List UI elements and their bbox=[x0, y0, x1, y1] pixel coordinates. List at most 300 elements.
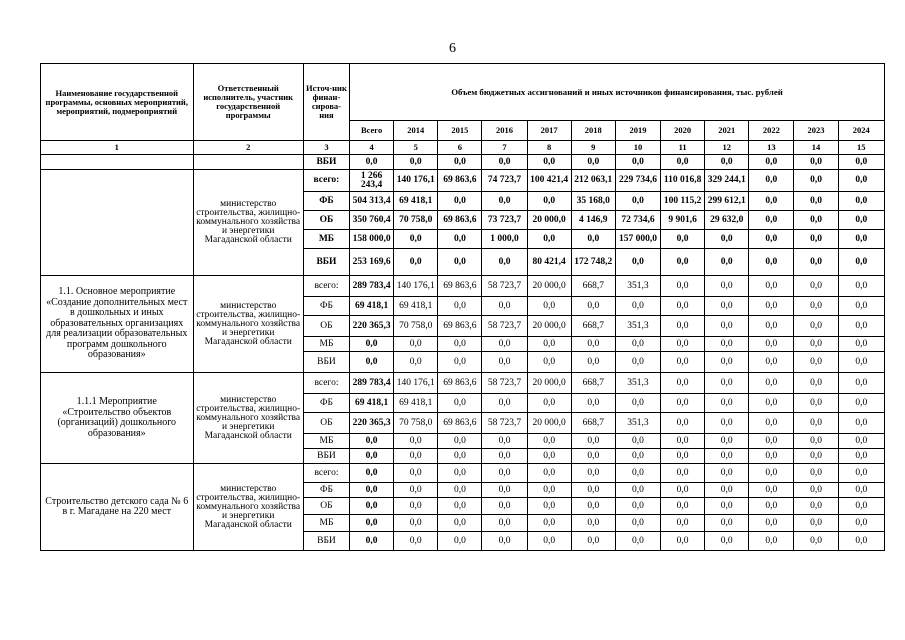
year-value-cell: 69 863,6 bbox=[438, 316, 482, 337]
year-value-cell: 0,0 bbox=[571, 449, 615, 464]
program-name-cell: 1.1.1 Мероприятие «Строительство объектов (организаций) дошкольного образования» bbox=[41, 373, 194, 464]
column-number: 10 bbox=[615, 141, 660, 155]
year-value-cell: 70 758,0 bbox=[394, 316, 438, 337]
year-value-cell: 0,0 bbox=[749, 515, 794, 532]
year-value-cell: 0,0 bbox=[438, 483, 482, 498]
total-value-cell: 289 783,4 bbox=[350, 373, 394, 394]
year-value-cell: 0,0 bbox=[571, 498, 615, 515]
year-value-cell: 0,0 bbox=[571, 352, 615, 373]
page-number: 6 bbox=[449, 41, 456, 56]
table-row bbox=[41, 155, 885, 170]
year-value-cell: 20 000,0 bbox=[527, 413, 571, 434]
year-value-cell: 0,0 bbox=[749, 532, 794, 551]
year-value-cell: 0,0 bbox=[615, 515, 660, 532]
year-value-cell: 0,0 bbox=[394, 498, 438, 515]
year-value-cell: 0,0 bbox=[527, 449, 571, 464]
header-responsible: Ответственный исполнитель, участник государственной программы bbox=[193, 64, 303, 141]
year-value-cell: 0,0 bbox=[394, 352, 438, 373]
year-value-cell: 74 723,7 bbox=[482, 170, 527, 192]
program-name-cell: Строительство детского сада № 6 в г. Магадане на 220 мест bbox=[41, 464, 194, 551]
year-value-cell: 69 863,6 bbox=[438, 373, 482, 394]
year-value-cell: 0,0 bbox=[794, 464, 838, 483]
year-value-cell: 0,0 bbox=[749, 155, 794, 170]
year-value-cell: 140 176,1 bbox=[394, 276, 438, 297]
year-value-cell: 0,0 bbox=[661, 394, 705, 413]
year-value-cell: 4 146,9 bbox=[571, 211, 615, 230]
year-value-cell: 351,3 bbox=[615, 276, 660, 297]
year-value-cell: 0,0 bbox=[527, 155, 571, 170]
funding-source-cell: МБ bbox=[303, 230, 349, 249]
funding-source-cell: ВБИ bbox=[303, 155, 349, 170]
year-value-cell: 20 000,0 bbox=[527, 211, 571, 230]
year-value-cell: 668,7 bbox=[571, 316, 615, 337]
year-value-cell: 0,0 bbox=[794, 276, 838, 297]
year-value-cell: 0,0 bbox=[794, 515, 838, 532]
year-value-cell: 0,0 bbox=[838, 498, 884, 515]
column-number: 11 bbox=[661, 141, 705, 155]
year-value-cell: 0,0 bbox=[749, 230, 794, 249]
year-value-cell: 157 000,0 bbox=[615, 230, 660, 249]
total-value-cell: 0,0 bbox=[350, 434, 394, 449]
total-value-cell: 350 760,4 bbox=[350, 211, 394, 230]
year-value-cell: 0,0 bbox=[394, 532, 438, 551]
year-value-cell: 69 863,6 bbox=[438, 170, 482, 192]
funding-source-cell: ВБИ bbox=[303, 352, 349, 373]
year-value-cell: 0,0 bbox=[749, 276, 794, 297]
year-value-cell: 0,0 bbox=[571, 337, 615, 352]
year-value-cell: 69 418,1 bbox=[394, 192, 438, 211]
year-value-cell: 351,3 bbox=[615, 316, 660, 337]
year-value-cell: 0,0 bbox=[394, 464, 438, 483]
year-value-cell: 0,0 bbox=[838, 316, 884, 337]
year-value-cell: 0,0 bbox=[749, 373, 794, 394]
funding-source-cell: ВБИ bbox=[303, 449, 349, 464]
year-value-cell: 0,0 bbox=[438, 230, 482, 249]
header-budget-volume: Объем бюджетных ассигнований и иных источников финансирования, тыс. рублей bbox=[350, 64, 885, 121]
year-value-cell: 0,0 bbox=[749, 249, 794, 276]
year-value-cell: 58 723,7 bbox=[482, 276, 527, 297]
year-value-cell: 0,0 bbox=[749, 483, 794, 498]
year-value-cell: 20 000,0 bbox=[527, 373, 571, 394]
year-value-cell: 329 244,1 bbox=[705, 170, 749, 192]
year-value-cell: 140 176,1 bbox=[394, 170, 438, 192]
year-value-cell: 0,0 bbox=[615, 352, 660, 373]
year-value-cell: 0,0 bbox=[838, 276, 884, 297]
year-value-cell: 0,0 bbox=[794, 434, 838, 449]
year-value-cell: 58 723,7 bbox=[482, 413, 527, 434]
year-value-cell: 0,0 bbox=[794, 352, 838, 373]
funding-source-cell: ОБ bbox=[303, 316, 349, 337]
year-value-cell: 0,0 bbox=[527, 352, 571, 373]
column-number: 9 bbox=[571, 141, 615, 155]
year-value-cell: 0,0 bbox=[661, 155, 705, 170]
year-value-cell: 20 000,0 bbox=[527, 276, 571, 297]
year-value-cell: 0,0 bbox=[661, 249, 705, 276]
year-value-cell: 0,0 bbox=[438, 249, 482, 276]
year-value-cell: 0,0 bbox=[838, 515, 884, 532]
year-value-cell: 0,0 bbox=[705, 276, 749, 297]
year-value-cell: 0,0 bbox=[749, 394, 794, 413]
total-value-cell: 0,0 bbox=[350, 155, 394, 170]
column-number: 1 bbox=[41, 141, 194, 155]
year-value-cell: 0,0 bbox=[482, 532, 527, 551]
year-value-cell: 0,0 bbox=[438, 434, 482, 449]
year-value-cell: 72 734,6 bbox=[615, 211, 660, 230]
year-value-cell: 0,0 bbox=[482, 464, 527, 483]
year-value-cell: 80 421,4 bbox=[527, 249, 571, 276]
column-number: 14 bbox=[794, 141, 838, 155]
year-value-cell: 0,0 bbox=[615, 394, 660, 413]
year-value-cell: 0,0 bbox=[794, 373, 838, 394]
year-value-cell: 0,0 bbox=[838, 337, 884, 352]
year-value-cell: 0,0 bbox=[615, 449, 660, 464]
year-value-cell: 0,0 bbox=[615, 464, 660, 483]
header-year: 2020 bbox=[661, 121, 705, 141]
year-value-cell: 9 901,6 bbox=[661, 211, 705, 230]
total-value-cell: 0,0 bbox=[350, 483, 394, 498]
program-name-cell bbox=[41, 170, 194, 276]
year-value-cell: 0,0 bbox=[527, 192, 571, 211]
year-value-cell: 0,0 bbox=[438, 155, 482, 170]
year-value-cell: 0,0 bbox=[482, 337, 527, 352]
year-value-cell: 0,0 bbox=[394, 249, 438, 276]
year-value-cell: 0,0 bbox=[615, 249, 660, 276]
year-value-cell: 0,0 bbox=[838, 211, 884, 230]
year-value-cell: 0,0 bbox=[838, 352, 884, 373]
year-value-cell: 0,0 bbox=[749, 337, 794, 352]
year-value-cell: 0,0 bbox=[661, 373, 705, 394]
year-value-cell: 0,0 bbox=[661, 434, 705, 449]
header-year: 2018 bbox=[571, 121, 615, 141]
funding-source-cell: ОБ bbox=[303, 211, 349, 230]
year-value-cell: 70 758,0 bbox=[394, 211, 438, 230]
year-value-cell: 668,7 bbox=[571, 276, 615, 297]
year-value-cell: 0,0 bbox=[794, 498, 838, 515]
year-value-cell: 0,0 bbox=[661, 352, 705, 373]
year-value-cell: 0,0 bbox=[661, 483, 705, 498]
year-value-cell: 0,0 bbox=[615, 532, 660, 551]
year-value-cell: 0,0 bbox=[705, 337, 749, 352]
year-value-cell: 58 723,7 bbox=[482, 373, 527, 394]
header-year: 2021 bbox=[705, 121, 749, 141]
year-value-cell: 0,0 bbox=[661, 337, 705, 352]
year-value-cell: 0,0 bbox=[661, 532, 705, 551]
year-value-cell: 299 612,1 bbox=[705, 192, 749, 211]
column-number: 3 bbox=[303, 141, 349, 155]
year-value-cell: 0,0 bbox=[661, 449, 705, 464]
column-number: 4 bbox=[350, 141, 394, 155]
year-value-cell: 69 863,6 bbox=[438, 413, 482, 434]
year-value-cell: 100 421,4 bbox=[527, 170, 571, 192]
funding-source-cell: МБ bbox=[303, 515, 349, 532]
year-value-cell: 0,0 bbox=[438, 532, 482, 551]
total-value-cell: 289 783,4 bbox=[350, 276, 394, 297]
year-value-cell: 0,0 bbox=[794, 337, 838, 352]
total-value-cell: 253 169,6 bbox=[350, 249, 394, 276]
year-value-cell: 0,0 bbox=[661, 230, 705, 249]
year-value-cell: 0,0 bbox=[615, 337, 660, 352]
responsible-cell: министерство строительства, жилищно-коммунального хозяйства и энергетики Магаданской области bbox=[193, 464, 303, 551]
year-value-cell: 0,0 bbox=[749, 464, 794, 483]
header-year: 2016 bbox=[482, 121, 527, 141]
column-number: 12 bbox=[705, 141, 749, 155]
year-value-cell: 0,0 bbox=[794, 449, 838, 464]
budget-table bbox=[40, 63, 885, 551]
table-row bbox=[41, 373, 885, 394]
year-value-cell: 35 168,0 bbox=[571, 192, 615, 211]
funding-source-cell: ОБ bbox=[303, 498, 349, 515]
header-total: Всего bbox=[350, 121, 394, 141]
year-value-cell: 110 016,8 bbox=[661, 170, 705, 192]
total-value-cell: 504 313,4 bbox=[350, 192, 394, 211]
total-value-cell: 0,0 bbox=[350, 498, 394, 515]
year-value-cell: 0,0 bbox=[571, 297, 615, 316]
column-number: 7 bbox=[482, 141, 527, 155]
year-value-cell: 0,0 bbox=[527, 297, 571, 316]
year-value-cell: 0,0 bbox=[794, 297, 838, 316]
year-value-cell: 0,0 bbox=[482, 155, 527, 170]
year-value-cell: 0,0 bbox=[661, 316, 705, 337]
year-value-cell: 0,0 bbox=[749, 211, 794, 230]
year-value-cell: 0,0 bbox=[527, 337, 571, 352]
year-value-cell: 0,0 bbox=[615, 434, 660, 449]
responsible-cell: министерство строительства, жилищно-коммунального хозяйства и энергетики Магаданской области bbox=[193, 276, 303, 373]
funding-source-cell: ФБ bbox=[303, 483, 349, 498]
year-value-cell: 0,0 bbox=[838, 230, 884, 249]
year-value-cell: 0,0 bbox=[615, 192, 660, 211]
year-value-cell: 0,0 bbox=[661, 498, 705, 515]
year-value-cell: 0,0 bbox=[661, 276, 705, 297]
year-value-cell: 0,0 bbox=[749, 192, 794, 211]
year-value-cell: 0,0 bbox=[705, 155, 749, 170]
year-value-cell: 0,0 bbox=[749, 352, 794, 373]
year-value-cell: 0,0 bbox=[838, 373, 884, 394]
year-value-cell: 0,0 bbox=[705, 297, 749, 316]
year-value-cell: 0,0 bbox=[705, 249, 749, 276]
year-value-cell: 69 418,1 bbox=[394, 297, 438, 316]
year-value-cell: 0,0 bbox=[571, 434, 615, 449]
year-value-cell: 0,0 bbox=[705, 413, 749, 434]
year-value-cell: 0,0 bbox=[705, 449, 749, 464]
responsible-cell: министерство строительства, жилищно-коммунального хозяйства и энергетики Магаданской области bbox=[193, 373, 303, 464]
year-value-cell: 29 632,0 bbox=[705, 211, 749, 230]
header-year: 2014 bbox=[394, 121, 438, 141]
year-value-cell: 69 418,1 bbox=[394, 394, 438, 413]
year-value-cell: 58 723,7 bbox=[482, 316, 527, 337]
responsible-cell: министерство строительства, жилищно-коммунального хозяйства и энергетики Магаданской области bbox=[193, 170, 303, 276]
year-value-cell: 0,0 bbox=[838, 532, 884, 551]
header-year: 2023 bbox=[794, 121, 838, 141]
column-number: 5 bbox=[394, 141, 438, 155]
year-value-cell: 0,0 bbox=[661, 464, 705, 483]
year-value-cell: 0,0 bbox=[705, 230, 749, 249]
year-value-cell: 668,7 bbox=[571, 373, 615, 394]
year-value-cell: 351,3 bbox=[615, 413, 660, 434]
year-value-cell: 0,0 bbox=[482, 249, 527, 276]
year-value-cell: 100 115,2 bbox=[661, 192, 705, 211]
program-name-cell bbox=[41, 155, 194, 170]
year-value-cell: 0,0 bbox=[438, 192, 482, 211]
year-value-cell: 0,0 bbox=[794, 483, 838, 498]
year-value-cell: 229 734,6 bbox=[615, 170, 660, 192]
year-value-cell: 0,0 bbox=[571, 515, 615, 532]
year-value-cell: 0,0 bbox=[482, 434, 527, 449]
year-value-cell: 140 176,1 bbox=[394, 373, 438, 394]
year-value-cell: 0,0 bbox=[705, 483, 749, 498]
column-numbers-row bbox=[41, 141, 885, 155]
year-value-cell: 0,0 bbox=[705, 373, 749, 394]
year-value-cell: 0,0 bbox=[838, 449, 884, 464]
year-value-cell: 0,0 bbox=[571, 394, 615, 413]
year-value-cell: 0,0 bbox=[438, 337, 482, 352]
year-value-cell: 0,0 bbox=[527, 434, 571, 449]
year-value-cell: 0,0 bbox=[705, 352, 749, 373]
year-value-cell: 0,0 bbox=[527, 394, 571, 413]
program-name-cell: 1.1. Основное мероприятие «Создание дополнительных мест в дошкольных и иных образовательных организациях для реализации образовательных программ дошкольного образования» bbox=[41, 276, 194, 373]
year-value-cell: 0,0 bbox=[705, 316, 749, 337]
year-value-cell: 0,0 bbox=[838, 297, 884, 316]
year-value-cell: 668,7 bbox=[571, 413, 615, 434]
year-value-cell: 0,0 bbox=[438, 464, 482, 483]
responsible-cell bbox=[193, 155, 303, 170]
funding-source-cell: ФБ bbox=[303, 297, 349, 316]
year-value-cell: 0,0 bbox=[794, 316, 838, 337]
year-value-cell: 0,0 bbox=[838, 192, 884, 211]
year-value-cell: 212 063,1 bbox=[571, 170, 615, 192]
column-number: 13 bbox=[749, 141, 794, 155]
year-value-cell: 0,0 bbox=[838, 249, 884, 276]
funding-source-cell: всего: bbox=[303, 276, 349, 297]
year-value-cell: 0,0 bbox=[394, 155, 438, 170]
year-value-cell: 0,0 bbox=[438, 515, 482, 532]
year-value-cell: 69 863,6 bbox=[438, 276, 482, 297]
year-value-cell: 0,0 bbox=[394, 483, 438, 498]
total-value-cell: 0,0 bbox=[350, 449, 394, 464]
year-value-cell: 0,0 bbox=[838, 394, 884, 413]
column-number: 8 bbox=[527, 141, 571, 155]
total-value-cell: 69 418,1 bbox=[350, 297, 394, 316]
year-value-cell: 0,0 bbox=[838, 434, 884, 449]
total-value-cell: 0,0 bbox=[350, 337, 394, 352]
funding-source-cell: ВБИ bbox=[303, 249, 349, 276]
year-value-cell: 0,0 bbox=[438, 297, 482, 316]
year-value-cell: 0,0 bbox=[571, 464, 615, 483]
total-value-cell: 220 365,3 bbox=[350, 413, 394, 434]
year-value-cell: 0,0 bbox=[838, 155, 884, 170]
year-value-cell: 0,0 bbox=[482, 483, 527, 498]
year-value-cell: 0,0 bbox=[438, 498, 482, 515]
year-value-cell: 0,0 bbox=[482, 297, 527, 316]
funding-source-cell: ФБ bbox=[303, 192, 349, 211]
year-value-cell: 0,0 bbox=[794, 394, 838, 413]
year-value-cell: 0,0 bbox=[615, 155, 660, 170]
year-value-cell: 0,0 bbox=[394, 449, 438, 464]
table-row bbox=[41, 276, 885, 297]
funding-source-cell: ФБ bbox=[303, 394, 349, 413]
total-value-cell: 0,0 bbox=[350, 515, 394, 532]
header-program-name: Наименование государственной программы, основных мероприятий, мероприятий, подмероприятий bbox=[41, 64, 194, 141]
year-value-cell: 0,0 bbox=[749, 297, 794, 316]
year-value-cell: 0,0 bbox=[571, 155, 615, 170]
year-value-cell: 0,0 bbox=[794, 192, 838, 211]
year-value-cell: 351,3 bbox=[615, 373, 660, 394]
total-value-cell: 69 418,1 bbox=[350, 394, 394, 413]
year-value-cell: 0,0 bbox=[438, 394, 482, 413]
total-value-cell: 0,0 bbox=[350, 532, 394, 551]
funding-source-cell: ВБИ bbox=[303, 532, 349, 551]
year-value-cell: 0,0 bbox=[749, 316, 794, 337]
year-value-cell: 0,0 bbox=[661, 413, 705, 434]
year-value-cell: 0,0 bbox=[705, 434, 749, 449]
funding-source-cell: МБ bbox=[303, 434, 349, 449]
total-value-cell: 158 000,0 bbox=[350, 230, 394, 249]
year-value-cell: 73 723,7 bbox=[482, 211, 527, 230]
year-value-cell: 0,0 bbox=[394, 337, 438, 352]
year-value-cell: 0,0 bbox=[794, 155, 838, 170]
year-value-cell: 0,0 bbox=[749, 170, 794, 192]
year-value-cell: 1 000,0 bbox=[482, 230, 527, 249]
year-value-cell: 69 863,6 bbox=[438, 211, 482, 230]
total-value-cell: 0,0 bbox=[350, 352, 394, 373]
funding-source-cell: всего: bbox=[303, 464, 349, 483]
header-year: 2017 bbox=[527, 121, 571, 141]
year-value-cell: 0,0 bbox=[838, 170, 884, 192]
year-value-cell: 0,0 bbox=[482, 498, 527, 515]
year-value-cell: 0,0 bbox=[394, 230, 438, 249]
funding-source-cell: всего: bbox=[303, 170, 349, 192]
header-year: 2015 bbox=[438, 121, 482, 141]
year-value-cell: 0,0 bbox=[749, 449, 794, 464]
year-value-cell: 0,0 bbox=[794, 413, 838, 434]
year-value-cell: 0,0 bbox=[794, 211, 838, 230]
year-value-cell: 0,0 bbox=[838, 464, 884, 483]
funding-source-cell: всего: bbox=[303, 373, 349, 394]
year-value-cell: 0,0 bbox=[438, 352, 482, 373]
year-value-cell: 0,0 bbox=[749, 413, 794, 434]
year-value-cell: 0,0 bbox=[394, 515, 438, 532]
year-value-cell: 20 000,0 bbox=[527, 316, 571, 337]
year-value-cell: 0,0 bbox=[571, 230, 615, 249]
year-value-cell: 0,0 bbox=[838, 483, 884, 498]
year-value-cell: 172 748,2 bbox=[571, 249, 615, 276]
year-value-cell: 0,0 bbox=[615, 297, 660, 316]
year-value-cell: 0,0 bbox=[571, 532, 615, 551]
total-value-cell: 0,0 bbox=[350, 464, 394, 483]
column-number: 6 bbox=[438, 141, 482, 155]
table-row bbox=[41, 170, 885, 192]
year-value-cell: 0,0 bbox=[394, 434, 438, 449]
year-value-cell: 0,0 bbox=[482, 394, 527, 413]
total-value-cell: 220 365,3 bbox=[350, 316, 394, 337]
funding-source-cell: МБ bbox=[303, 337, 349, 352]
total-value-cell: 1 266 243,4 bbox=[350, 170, 394, 192]
year-value-cell: 0,0 bbox=[794, 249, 838, 276]
year-value-cell: 0,0 bbox=[527, 498, 571, 515]
header-year: 2022 bbox=[749, 121, 794, 141]
year-value-cell: 0,0 bbox=[705, 498, 749, 515]
year-value-cell: 0,0 bbox=[482, 515, 527, 532]
year-value-cell: 0,0 bbox=[482, 352, 527, 373]
header-year: 2024 bbox=[838, 121, 884, 141]
column-number: 15 bbox=[838, 141, 884, 155]
year-value-cell: 0,0 bbox=[482, 449, 527, 464]
year-value-cell: 0,0 bbox=[527, 532, 571, 551]
year-value-cell: 0,0 bbox=[661, 297, 705, 316]
year-value-cell: 0,0 bbox=[749, 498, 794, 515]
year-value-cell: 0,0 bbox=[615, 498, 660, 515]
year-value-cell: 0,0 bbox=[794, 230, 838, 249]
column-number: 2 bbox=[193, 141, 303, 155]
